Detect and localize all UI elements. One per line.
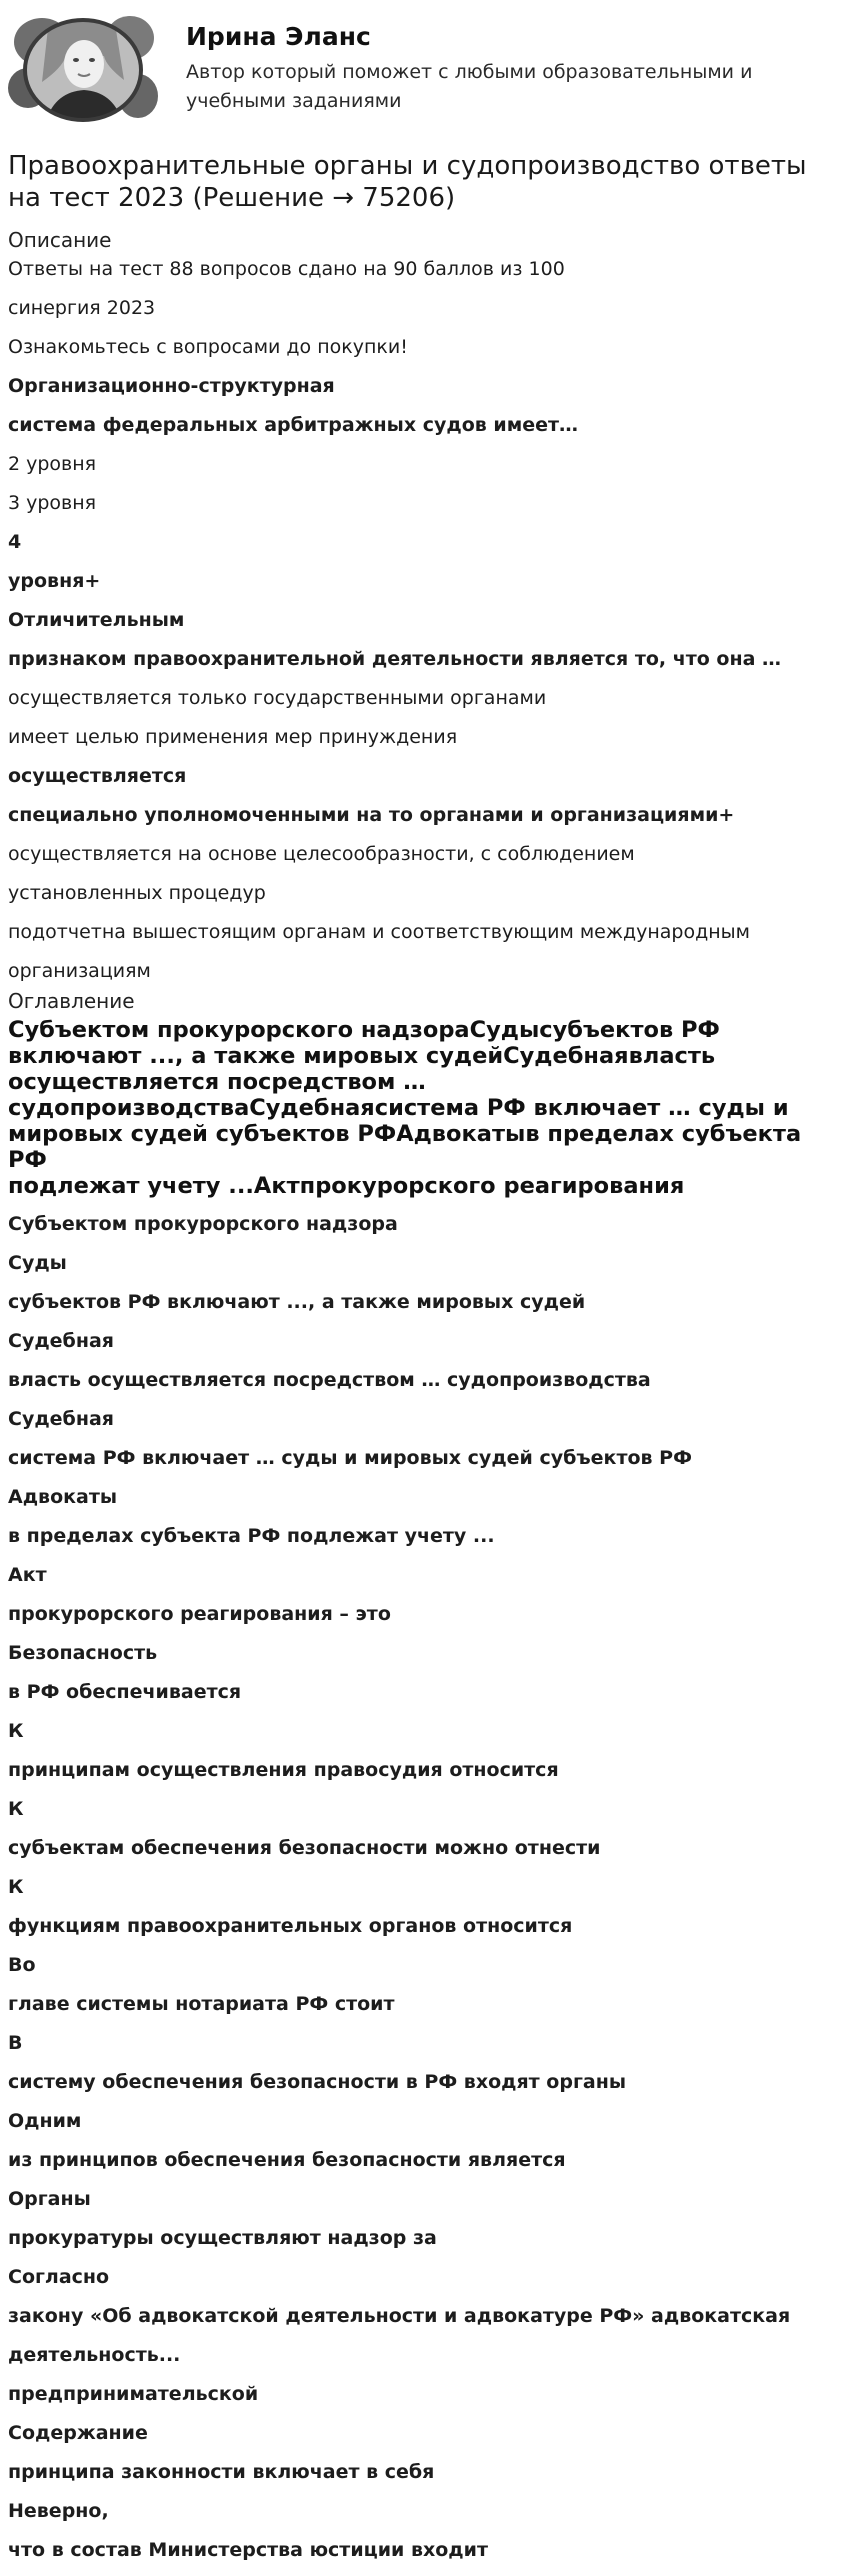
toc-label: Оглавление [8, 989, 135, 1013]
question-line: субъектов РФ включают ..., а также мировых судей [8, 1291, 586, 1313]
description-line: осуществляется только государственными органами [8, 687, 547, 709]
toc-line[interactable]: включают ..., а также мировых судейСудебнаявласть [8, 1043, 716, 1069]
question-line: К [8, 1720, 24, 1742]
question-line: власть осуществляется посредством … судопроизводства [8, 1369, 651, 1391]
question-line: в пределах субъекта РФ подлежат учету ... [8, 1525, 495, 1547]
question-line: К [8, 1876, 24, 1898]
author-description: Автор который поможет с любыми образовательными и учебными заданиями [186, 61, 753, 112]
question-line: из принципов обеспечения безопасности является [8, 2149, 566, 2171]
question-line: система РФ включает … суды и мировых судей субъектов РФ [8, 1447, 692, 1469]
toc-line[interactable]: мировых судей субъектов РФАдвокатыв пределах субъекта РФ [8, 1121, 802, 1173]
description-line: Отличительным [8, 609, 185, 631]
question-line: Во [8, 1954, 36, 1976]
description-line: осуществляется на основе целесообразности, с соблюдением [8, 843, 635, 865]
toc-line[interactable]: Субъектом прокурорского надзораСудысубъектов РФ [8, 1017, 720, 1043]
description-line: имеет целью применения мер принуждения [8, 726, 458, 748]
description-line: осуществляется [8, 765, 187, 787]
question-line: Суды [8, 1252, 67, 1274]
question-line: в РФ обеспечивается [8, 1681, 242, 1703]
question-line: прокурорского реагирования – это [8, 1603, 391, 1625]
question-line: Судебная [8, 1330, 114, 1352]
description-line: 2 уровня [8, 453, 97, 475]
question-line: Органы [8, 2188, 91, 2210]
question-line: Одним [8, 2110, 82, 2132]
question-line: Неверно, [8, 2500, 109, 2522]
description-line: организациям [8, 960, 151, 982]
question-line: Содержание [8, 2422, 148, 2444]
question-line: закону «Об адвокатской деятельности и адвокатуре РФ» адвокатская [8, 2305, 791, 2327]
description-line: Ответы на тест 88 вопросов сдано на 90 баллов из 100 [8, 258, 565, 280]
question-line: субъектам обеспечения безопасности можно отнести [8, 1837, 601, 1859]
description-line: Ознакомьтесь с вопросами до покупки! [8, 336, 408, 358]
description-line: признаком правоохранительной деятельности является то, что она … [8, 648, 782, 670]
description-line: система федеральных арбитражных судов имеет… [8, 414, 579, 436]
question-line: принципа законности включает в себя [8, 2461, 435, 2483]
description-line: 4 [8, 531, 22, 553]
description-line: синергия 2023 [8, 297, 156, 319]
toc-line[interactable]: подлежат учету ...Актпрокурорского реагирования [8, 1173, 685, 1199]
question-line: Субъектом прокурорского надзора [8, 1213, 398, 1235]
question-line: принципам осуществления правосудия относится [8, 1759, 559, 1781]
question-line: главе системы нотариата РФ стоит [8, 1993, 395, 2015]
content-body [8, 1205, 838, 2570]
author-avatar[interactable] [8, 8, 158, 128]
question-line: Согласно [8, 2266, 110, 2288]
toc-body [8, 1017, 838, 1199]
description-line: установленных процедур [8, 882, 266, 904]
question-line: Безопасность [8, 1642, 158, 1664]
question-line: прокуратуры осуществляют надзор за [8, 2227, 437, 2249]
description-line: специально уполномоченными на то органами и организациями+ [8, 804, 735, 826]
description-label: Описание [8, 228, 112, 252]
toc-line[interactable]: осуществляется посредством … [8, 1069, 426, 1095]
page-title: Правоохранительные органы и судопроизводство ответы на тест 2023 (Решение → 75206) [8, 151, 807, 213]
main-content [8, 150, 838, 2570]
question-line: Акт [8, 1564, 47, 1586]
question-line: деятельность... [8, 2344, 181, 2366]
question-line: В [8, 2032, 23, 2054]
author-card [8, 8, 838, 128]
description-line: Организационно-структурная [8, 375, 335, 397]
toc-line[interactable]: судопроизводстваСудебнаясистема РФ включает … суды и [8, 1095, 789, 1121]
question-line: Судебная [8, 1408, 114, 1430]
description-line: 3 уровня [8, 492, 97, 514]
question-line: что в состав Министерства юстиции входит [8, 2539, 488, 2561]
question-line: функциям правоохранительных органов относится [8, 1915, 573, 1937]
question-line: Адвокаты [8, 1486, 118, 1508]
question-line: предпринимательской [8, 2383, 259, 2405]
question-line: К [8, 1798, 24, 1820]
question-line: систему обеспечения безопасности в РФ входят органы [8, 2071, 627, 2093]
description-line: подотчетна вышестоящим органам и соответствующим международным [8, 921, 751, 943]
description-body [8, 250, 838, 991]
description-line: уровня+ [8, 570, 101, 592]
author-name[interactable]: Ирина Эланс [186, 22, 371, 51]
